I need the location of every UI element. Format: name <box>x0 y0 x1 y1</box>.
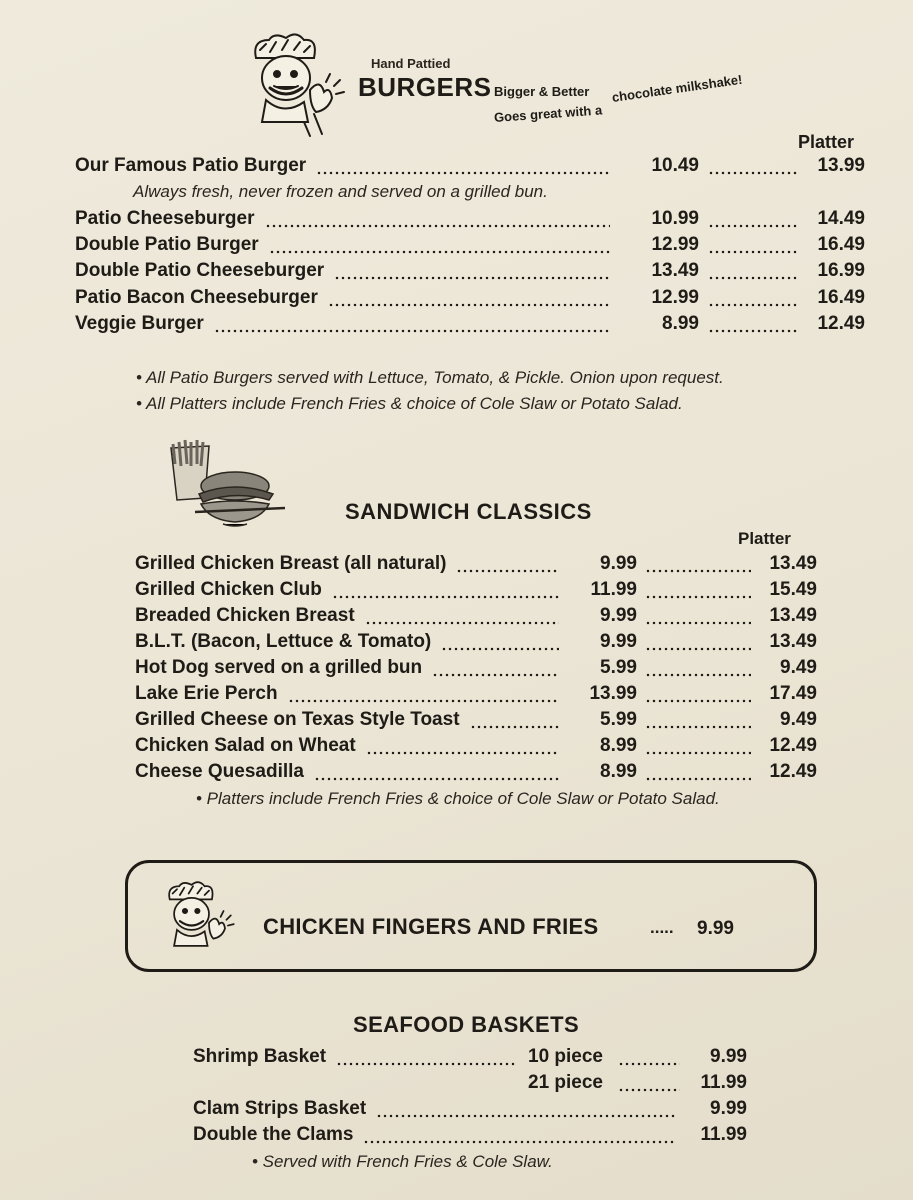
leader-dots <box>645 603 751 629</box>
item-name: Chicken Salad on Wheat <box>135 735 356 756</box>
leader-dots <box>332 577 559 603</box>
item-price: 9.99 <box>710 1098 747 1119</box>
basket-size: 21 piece <box>528 1072 603 1093</box>
platter-price: 9.49 <box>780 709 817 730</box>
leader-dots <box>214 311 610 337</box>
item-price: 11.99 <box>700 1124 747 1145</box>
item-price: 11.99 <box>700 1072 747 1093</box>
item-name: Veggie Burger <box>75 313 204 334</box>
menu-row <box>75 206 875 232</box>
item-price: 13.99 <box>589 683 637 704</box>
leader-dots <box>618 1044 680 1070</box>
leader-dots <box>645 707 751 733</box>
leader-dots <box>365 603 559 629</box>
leader-dots <box>336 1044 516 1070</box>
menu-row <box>135 551 819 577</box>
menu-row <box>135 577 819 603</box>
platter-price: 16.49 <box>817 287 865 308</box>
item-name: Patio Cheeseburger <box>75 208 255 229</box>
item-name: Double Patio Cheeseburger <box>75 260 325 281</box>
platter-price: 13.49 <box>769 553 817 574</box>
burgers-tagline-2: Goes great with a <box>493 102 603 125</box>
burgers-platter-header: Platter <box>798 132 855 152</box>
sandwiches-platter-header: Platter <box>738 529 791 548</box>
leader-dots <box>432 655 559 681</box>
menu-row <box>135 707 819 733</box>
item-name: Double the Clams <box>193 1124 354 1145</box>
item-name: Hot Dog served on a grilled bun <box>135 657 423 678</box>
menu-row <box>135 733 819 759</box>
burgers-title: BURGERS <box>358 72 492 102</box>
menu-row <box>75 258 875 284</box>
leader-dots <box>708 258 798 284</box>
menu-row <box>75 311 875 337</box>
platter-price: 12.49 <box>769 735 817 756</box>
platter-price: 12.49 <box>817 313 865 334</box>
seafood-note: • Served with French Fries & Cole Slaw. <box>252 1152 553 1171</box>
sandwich-fries-icon <box>165 436 290 536</box>
platter-price: 13.49 <box>769 605 817 626</box>
leader-dots <box>328 285 610 311</box>
item-price: 10.49 <box>651 155 699 176</box>
item-price: 9.99 <box>710 1046 747 1067</box>
menu-row <box>75 153 875 179</box>
chicken-fingers-dots: ..... <box>650 918 674 937</box>
leader-dots <box>441 629 559 655</box>
item-name: Grilled Chicken Breast (all natural) <box>135 553 447 574</box>
leader-dots <box>316 153 610 179</box>
burgers-tagline-3: chocolate milkshake! <box>610 71 744 105</box>
platter-price: 9.49 <box>780 657 817 678</box>
item-price: 9.99 <box>600 605 637 626</box>
item-price: 12.99 <box>651 287 699 308</box>
menu-row <box>135 681 819 707</box>
platter-price: 14.49 <box>817 208 865 229</box>
leader-dots <box>708 206 798 232</box>
item-price: 9.99 <box>600 631 637 652</box>
item-price: 11.99 <box>590 579 637 600</box>
platter-price: 17.49 <box>769 683 817 704</box>
leader-dots <box>265 206 610 232</box>
leader-dots <box>456 551 559 577</box>
burger-description: Always fresh, never frozen and served on a grilled bun. <box>133 182 548 201</box>
burger-note-toppings: • All Patio Burgers served with Lettuce, Tomato, & Pickle. Onion upon request. <box>136 368 724 387</box>
item-price: 5.99 <box>600 709 637 730</box>
item-price: 8.99 <box>600 735 637 756</box>
leader-dots <box>288 681 559 707</box>
menu-row <box>193 1070 749 1096</box>
leader-dots <box>645 733 751 759</box>
platter-price: 13.49 <box>769 631 817 652</box>
item-name: Shrimp Basket <box>193 1046 327 1067</box>
leader-dots <box>314 759 559 785</box>
menu-row <box>193 1044 749 1070</box>
chef-icon <box>244 30 354 140</box>
item-price: 5.99 <box>600 657 637 678</box>
platter-price: 16.49 <box>817 234 865 255</box>
leader-dots <box>334 258 610 284</box>
burger-note-platters: • All Platters include French Fries & choice of Cole Slaw or Potato Salad. <box>136 394 683 413</box>
leader-dots <box>618 1070 680 1096</box>
leader-dots <box>708 311 798 337</box>
leader-dots <box>645 629 751 655</box>
item-price: 12.99 <box>651 234 699 255</box>
item-price: 8.99 <box>600 761 637 782</box>
chicken-fingers-box <box>125 860 817 972</box>
item-name: Lake Erie Perch <box>135 683 278 704</box>
seafood-title: SEAFOOD BASKETS <box>353 1012 580 1037</box>
item-name: B.L.T. (Bacon, Lettuce & Tomato) <box>135 631 432 652</box>
menu-row <box>135 629 819 655</box>
item-name: Cheese Quesadilla <box>135 761 304 782</box>
menu-row <box>75 232 875 258</box>
item-price: 9.99 <box>600 553 637 574</box>
menu-row <box>193 1122 749 1148</box>
leader-dots <box>470 707 559 733</box>
menu-row <box>135 603 819 629</box>
leader-dots <box>708 285 798 311</box>
item-name: Double Patio Burger <box>75 234 259 255</box>
item-price: 13.49 <box>651 260 699 281</box>
item-name: Breaded Chicken Breast <box>135 605 355 626</box>
menu-row <box>75 285 875 311</box>
chef-icon <box>158 879 244 959</box>
item-name: Patio Bacon Cheeseburger <box>75 287 318 308</box>
item-name: Grilled Cheese on Texas Style Toast <box>135 709 460 730</box>
platter-price: 16.99 <box>817 260 865 281</box>
item-name: Our Famous Patio Burger <box>75 155 307 176</box>
leader-dots <box>645 551 751 577</box>
leader-dots <box>269 232 610 258</box>
platter-price: 13.99 <box>817 155 865 176</box>
leader-dots <box>366 733 559 759</box>
leader-dots <box>708 153 798 179</box>
item-name: Grilled Chicken Club <box>135 579 322 600</box>
leader-dots <box>376 1096 676 1122</box>
menu-row <box>193 1096 749 1122</box>
platter-price: 15.49 <box>769 579 817 600</box>
menu-row <box>135 759 819 785</box>
basket-size: 10 piece <box>528 1046 603 1067</box>
sandwiches-note: • Platters include French Fries & choice of Cole Slaw or Potato Salad. <box>196 789 720 808</box>
item-price: 8.99 <box>662 313 699 334</box>
leader-dots <box>708 232 798 258</box>
leader-dots <box>645 759 751 785</box>
chicken-fingers-price: 9.99 <box>697 918 734 939</box>
menu-row <box>135 655 819 681</box>
burgers-tagline: Bigger & Better <box>494 84 590 99</box>
burgers-kicker: Hand Pattied <box>371 56 451 71</box>
item-name: Clam Strips Basket <box>193 1098 367 1119</box>
leader-dots <box>645 681 751 707</box>
leader-dots <box>645 655 751 681</box>
sandwiches-title: SANDWICH CLASSICS <box>345 499 592 524</box>
leader-dots <box>645 577 751 603</box>
platter-price: 12.49 <box>769 761 817 782</box>
leader-dots <box>363 1122 676 1148</box>
item-price: 10.99 <box>651 208 699 229</box>
chicken-fingers-title: CHICKEN FINGERS AND FRIES <box>263 914 599 939</box>
